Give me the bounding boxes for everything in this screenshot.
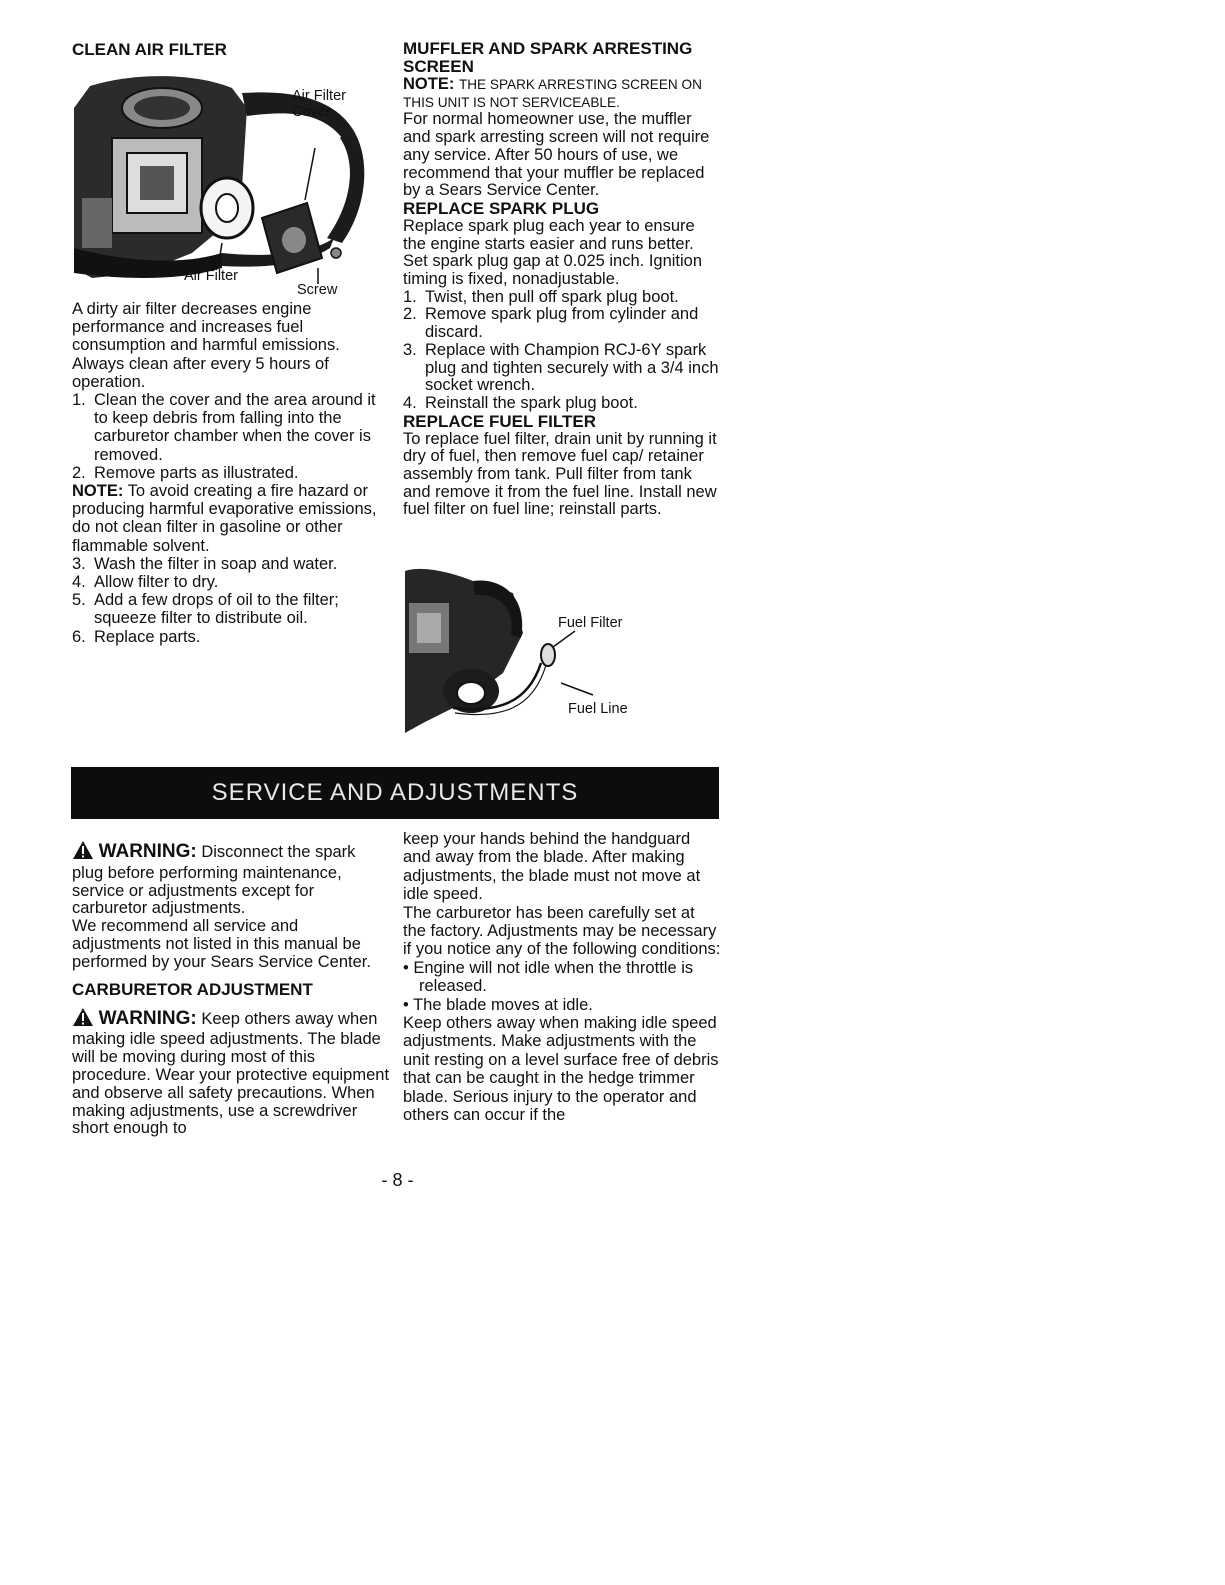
fuel-line-label: Fuel Line <box>568 701 628 717</box>
air-filter-intro: A dirty air filter decreases engine performance and increases fuel consumption and harmful emissions. Always clean after every 5 hours of operation. <box>72 300 340 391</box>
warning-triangle-icon <box>72 840 94 865</box>
list-item: 3. Replace with Champion RCJ-6Y spark plug and tighten securely with a 3/4 inch socket wrench. <box>403 340 719 395</box>
fuel-filter-figure <box>403 563 723 738</box>
keep-others-text: Keep others away when making idle speed adjustments. Make adjustments with the unit resting on a level surface free of debris that can be caught in the hedge trimmer blade. Serious injury to the operator and others can occur if the <box>403 1014 719 1125</box>
list-item: 1. Twist, then pull off spark plug boot. <box>403 287 679 306</box>
list-item: • The blade moves at idle. <box>403 995 593 1014</box>
fuel-filter-illustration <box>403 563 723 738</box>
list-item: 4. Reinstall the spark plug boot. <box>403 393 638 412</box>
screw-label: Screw <box>297 282 338 298</box>
warning-triangle-icon <box>72 1007 94 1032</box>
air-filter-figure <box>72 68 382 298</box>
fuel-filter-label: Fuel Filter <box>558 615 623 631</box>
clean-air-filter-heading: CLEAN AIR FILTER <box>72 40 227 59</box>
air-filter-label: Air Filter <box>184 268 238 284</box>
replace-fuel-filter-heading: REPLACE FUEL FILTER <box>403 411 596 431</box>
list-item: 5. Add a few drops of oil to the filter; squeeze filter to distribute oil. <box>72 591 339 628</box>
conditions-list <box>403 959 721 1014</box>
warning-keep-others: WARNING: Keep others away when making idle speed adjustments. The blade will be moving during most of this procedure. Wear your protective equipment and observe all safety precautions. When making adjustments, use a screwdriver short enough to <box>72 1007 390 1138</box>
list-item: 4. Allow filter to dry. <box>72 573 219 592</box>
spark-plug-text: Replace spark plug each year to ensure the engine starts easier and runs better. Set spark plug gap at 0.025 inch. Ignition timing is fixed, nonadjustable. <box>403 216 703 289</box>
muffler-heading: MUFFLER AND SPARK ARRESTING SCREEN <box>403 39 693 76</box>
left-column <box>72 40 384 59</box>
replace-spark-plug-heading: REPLACE SPARK PLUG <box>403 198 600 218</box>
list-item: • Engine will not idle when the throttle is released. <box>403 958 694 996</box>
muffler-note: NOTE: THE SPARK ARRESTING SCREEN ON THIS UNIT IS NOT SERVICEABLE. <box>403 75 702 110</box>
air-filter-steps-a <box>72 391 384 482</box>
right-column <box>403 40 721 519</box>
service-adjustments-banner: SERVICE AND ADJUSTMENTS <box>71 767 719 819</box>
carburetor-set-text: The carburetor has been carefully set at the factory. Adjustments may be necessary if you notice any of the following conditions: <box>403 903 721 959</box>
lower-right-column <box>403 830 721 1125</box>
spark-plug-steps <box>403 289 721 413</box>
air-filter-cover-label: Air Filter Cover <box>292 88 346 120</box>
fuel-filter-text: To replace fuel filter, drain unit by running it dry of fuel, then remove fuel cap/ retainer assembly from tank. Pull filter from tank and remove it from the fuel line. Install new fuel filter on fuel line; reinstall parts. <box>403 429 717 519</box>
carburetor-adjustment-heading: CARBURETOR ADJUSTMENT <box>72 979 313 999</box>
lower-left-column <box>72 840 390 1138</box>
handguard-text: keep your hands behind the handguard and away from the blade. After making adjustments, the blade must not move at idle speed. <box>403 830 701 904</box>
page-number: - 8 - <box>381 1170 414 1190</box>
list-item: 2. Remove spark plug from cylinder and discard. <box>403 305 699 342</box>
recommend-text: We recommend all service and adjustments not listed in this manual be performed by your Sears Service Center. <box>72 917 371 971</box>
left-column-text <box>72 300 384 646</box>
list-item: 3. Wash the filter in soap and water. <box>72 554 338 573</box>
list-item: 1. Clean the cover and the area around it to keep debris from falling into the carburetor chamber when the cover is removed. <box>72 391 376 464</box>
air-filter-note: NOTE: To avoid creating a fire hazard or producing harmful evaporative emissions, do not clean filter in gasoline or other flammable solvent. <box>72 482 377 555</box>
air-filter-steps-b <box>72 555 384 646</box>
muffler-text: For normal homeowner use, the muffler and spark arresting screen will not require any service. After 50 hours of use, we recommend that your muffler be replaced by a Sears Service Center. <box>403 110 710 200</box>
list-item: 6. Replace parts. <box>72 627 201 646</box>
list-item: 2. Remove parts as illustrated. <box>72 463 299 482</box>
warning-disconnect: WARNING: Disconnect the spark plug before performing maintenance, service or adjustments except for carburetor adjustments. <box>72 841 356 918</box>
